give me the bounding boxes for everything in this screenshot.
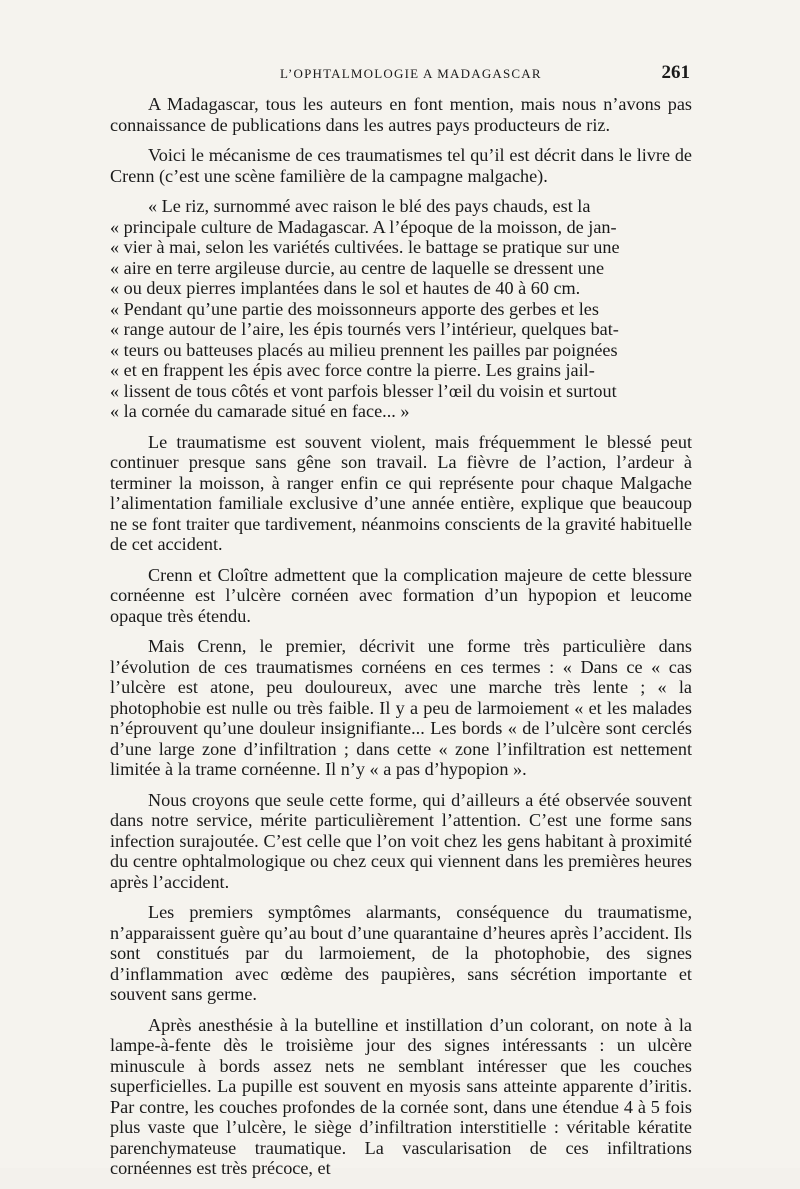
quote-line: « aire en terre argileuse durcie, au centre de laquelle se dressent une (110, 257, 605, 278)
running-title: L’OPHTALMOLOGIE A MADAGASCAR (280, 66, 542, 81)
paragraph-3: Le traumatisme est souvent violent, mais fréquemment le blessé peut continuer presque sans gêne son travail. La fièvre de l’action, l’ardeur à terminer la moisson, à ranger enfin ce qui représente pour chaque Malgache l’alimentation familiale exclusive d’une année entière, explique que beaucoup ne se font traiter que tardivement, néanmoins conscients de la gravité habituelle de cet accident. (110, 431, 692, 554)
quote-line: « la cornée du camarade situé en face... » (110, 401, 410, 421)
paragraph-1: A Madagascar, tous les auteurs en font mention, mais nous n’avons pas connaissance de publications dans les autres pays producteurs de riz. (110, 94, 692, 135)
quote-line: « et en frappent les épis avec force contre la pierre. Les grains jail- (110, 360, 595, 380)
quote-line: « lissent de tous côtés et vont parfois blesser l’œil du voisin et surtout (110, 380, 617, 401)
paragraph-8: Après anesthésie à la butelline et instillation d’un colorant, on note à la lampe-à-fente dès le troisième jour des signes intéressants : un ulcère minuscule à bords assez nets ne semblant intéresser que les couches superficielles. La pupille est souvent en myosis sans atteinte apparente d’iritis. Par contre, les couches profondes de la cornée sont, dans une étendue 4 à 5 fois plus vaste que l’ulcère, le siège d’infiltration interstitielle : véritable kératite parenchymateuse traumatique. La vascularisation de ces infiltrations cornéennes est très précoce, et (110, 1014, 692, 1178)
quoted-passage (110, 196, 692, 422)
paragraph-7: Les premiers symptômes alarmants, conséquence du traumatisme, n’apparaissent guère qu’au bout d’une quarantaine d’heures après l’accident. Ils sont constitués par du larmoiement, de la photophobie, des signes d’inflammation avec œdème des paupières, sans sécrétion importante et souvent sans germe. (110, 902, 692, 1004)
quote-line: « vier à mai, selon les variétés cultivées. le battage se pratique sur une (110, 237, 620, 257)
body-text (110, 94, 692, 1189)
paragraph-6: Nous croyons que seule cette forme, qui d’ailleurs a été observée souvent dans notre service, mérite particulièrement l’attention. C’est une forme sans infection surajoutée. C’est celle que l’on voit chez les gens habitant à proximité du centre ophtalmologique ou chez ceux qui viennent dans les premières heures après l’accident. (110, 789, 692, 892)
quote-line: « range autour de l’aire, les épis tournés vers l’intérieur, quelques bat- (110, 319, 619, 339)
quote-line: « teurs ou batteuses placés au milieu prennent les pailles par poignées (110, 339, 618, 360)
paragraph-4: Crenn et Cloître admettent que la complication majeure de cette blessure cornéenne est l’ulcère cornéen avec formation d’un hypopion et leucome opaque très étendu. (110, 564, 692, 626)
paragraph-5: Mais Crenn, le premier, décrivit une forme très particulière dans l’évolution de ces traumatismes cornéens en ces termes : « Dans ce « cas l’ulcère est atone, peu douloureux, avec une marche très lente ; « la photophobie est nulle ou très faible. Il y a peu de larmoiement « et les malades n’éprouvent qu’une douleur insignifiante... Les bords « de l’ulcère sont cerclés d’une large zone d’infiltration ; dans cette « zone l’infiltration est nettement limitée à la trame cornéenne. Il n’y « a pas d’hypopion ». (110, 636, 692, 779)
quote-line: « Pendant qu’une partie des moissonneurs apporte des gerbes et les (110, 298, 599, 319)
page-number: 261 (661, 62, 690, 83)
page-header (110, 62, 690, 90)
paragraph-2: Voici le mécanisme de ces traumatismes tel qu’il est décrit dans le livre de Crenn (c’est une scène familière de la campagne malgache). (110, 145, 692, 186)
quote-line: « ou deux pierres implantées dans le sol et hautes de 40 à 60 cm. (110, 278, 581, 298)
quote-line: « principale culture de Madagascar. A l’époque de la moisson, de jan- (110, 216, 617, 237)
quote-line: « Le riz, surnommé avec raison le blé des pays chauds, est la (148, 196, 591, 216)
